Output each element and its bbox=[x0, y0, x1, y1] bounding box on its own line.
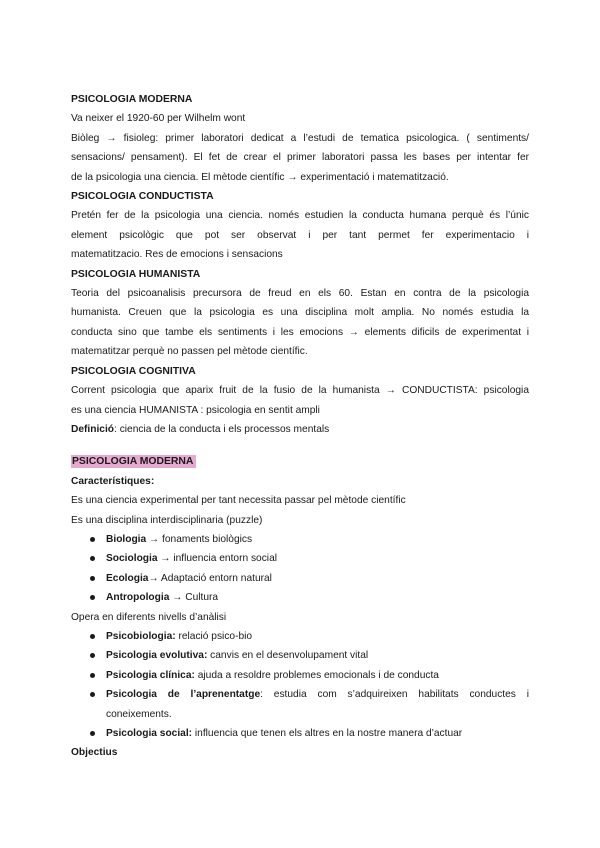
section-psicologia-moderna bbox=[71, 452, 529, 763]
list-item-term: Psicologia clínica: bbox=[106, 669, 195, 681]
document-content bbox=[71, 90, 529, 763]
list-item bbox=[71, 685, 529, 724]
list-item-desc: : estudia com s’adquireixen habilitats conductes i bbox=[260, 689, 529, 701]
list-item bbox=[71, 724, 529, 743]
paragraph-line: Teoria del psicoanalisis precursora de freud en els 60. Estan en contra de la psicologia bbox=[71, 288, 529, 300]
list-item-term: Biologia bbox=[106, 533, 147, 545]
subheading-objectius: Objectius bbox=[71, 747, 118, 759]
list-item-line bbox=[106, 685, 529, 704]
list-item-desc: → influencia entorn social bbox=[157, 553, 277, 565]
paragraph-line: sensacions/ pensament). El fet de crear el primer laboratori passa les bases per intentar fer bbox=[71, 152, 529, 164]
paragraph-line: Es una ciencia experimental per tant necessita passar pel mètode científic bbox=[71, 495, 406, 507]
list-item-term: Psicologia social: bbox=[106, 728, 193, 739]
paragraph-line: matematitzar perquè no passen pel mètode científic. bbox=[71, 346, 308, 358]
list-item-desc-continued: coneixements. bbox=[106, 708, 172, 720]
paragraph-line: matematitzacio. Res de emocions i sensacions bbox=[71, 249, 283, 261]
paragraph-line: humanista. Creuen que la psicologia es una disciplina molt amplia. No només estudia la bbox=[71, 307, 529, 319]
disciplines-list bbox=[71, 530, 529, 608]
highlighted-heading bbox=[71, 452, 529, 471]
list-item-term: Psicobiologia: bbox=[106, 630, 176, 642]
list-item-desc: → Adaptació entorn natural bbox=[148, 572, 272, 584]
paragraph-line: Corrent psicologia que aparix fruit de la fusio de la humanista → CONDUCTISTA: psicologia bbox=[71, 385, 529, 397]
list-item bbox=[71, 530, 529, 549]
list-item bbox=[71, 588, 529, 607]
list-item-desc: → Cultura bbox=[169, 592, 219, 604]
list-item-term: Sociologia bbox=[106, 553, 158, 565]
paragraph-line: Pretén fer de la psicologia una ciencia. només estudien la conducta humana perquè és l’únic bbox=[71, 210, 529, 222]
paragraph-line: conducta sino que tambe els sentiments i les emocions → elements dificils de experimentat i bbox=[71, 326, 529, 338]
list-item-term: Ecologia bbox=[106, 572, 149, 584]
definition-text: : ciencia de la conducta i els processos mentals bbox=[114, 423, 330, 435]
list-item-desc: canvis en el desenvolupament vital bbox=[207, 650, 369, 662]
paragraph-line: Opera en diferents nivells d’anàlisi bbox=[71, 611, 227, 623]
list-item bbox=[71, 569, 529, 588]
nivells-list bbox=[71, 627, 529, 743]
list-item bbox=[71, 666, 529, 685]
list-item-term: Psicologia evolutiva: bbox=[106, 650, 208, 662]
paragraph-line: Es una disciplina interdisciplinaria (puzzle) bbox=[71, 514, 263, 526]
heading-psicologia-moderna: PSICOLOGIA MODERNA bbox=[71, 94, 193, 105]
paragraph-line: Biòleg → fisioleg: primer laboratori dedicat a l’estudi de tematica psicologica. ( sentiments/ bbox=[71, 132, 529, 144]
list-item-desc: relació psico-bio bbox=[175, 630, 253, 642]
heading-highlight: PSICOLOGIA MODERNA bbox=[71, 455, 196, 468]
list-item-term: Antropologia bbox=[106, 592, 170, 604]
list-item-desc: → fonaments biològics bbox=[146, 533, 253, 545]
list-item bbox=[71, 646, 529, 665]
list-item bbox=[71, 627, 529, 646]
subheading-caracteristiques: Característiques: bbox=[71, 475, 155, 487]
heading-psicologia-cognitiva: PSICOLOGIA COGNITIVA bbox=[71, 365, 196, 377]
heading-psicologia-humanista: PSICOLOGIA HUMANISTA bbox=[71, 268, 201, 280]
list-item-desc: influencia que tenen els altres en la nostre manera d’actuar bbox=[192, 728, 463, 739]
paragraph-line: de la psicologia una ciencia. El mètode científic → experimentació i matematització. bbox=[71, 171, 449, 183]
list-item-desc: ajuda a resoldre problemes emocionals i de conducta bbox=[194, 669, 439, 681]
paragraph-line: es una ciencia HUMANISTA : psicologia en sentit ampli bbox=[71, 404, 320, 416]
definition-line bbox=[71, 420, 529, 439]
heading-psicologia-conductista: PSICOLOGIA CONDUCTISTA bbox=[71, 191, 214, 203]
paragraph-line: Va neixer el 1920-60 per Wilhelm wont bbox=[71, 113, 246, 125]
list-item bbox=[71, 549, 529, 568]
paragraph-line: element psicològic que pot ser observat i per tant permet fer experimentacio i bbox=[71, 229, 529, 241]
list-item-term: Psicologia de l’aprenentatge bbox=[106, 689, 261, 701]
definition-label: Definició bbox=[71, 423, 115, 435]
